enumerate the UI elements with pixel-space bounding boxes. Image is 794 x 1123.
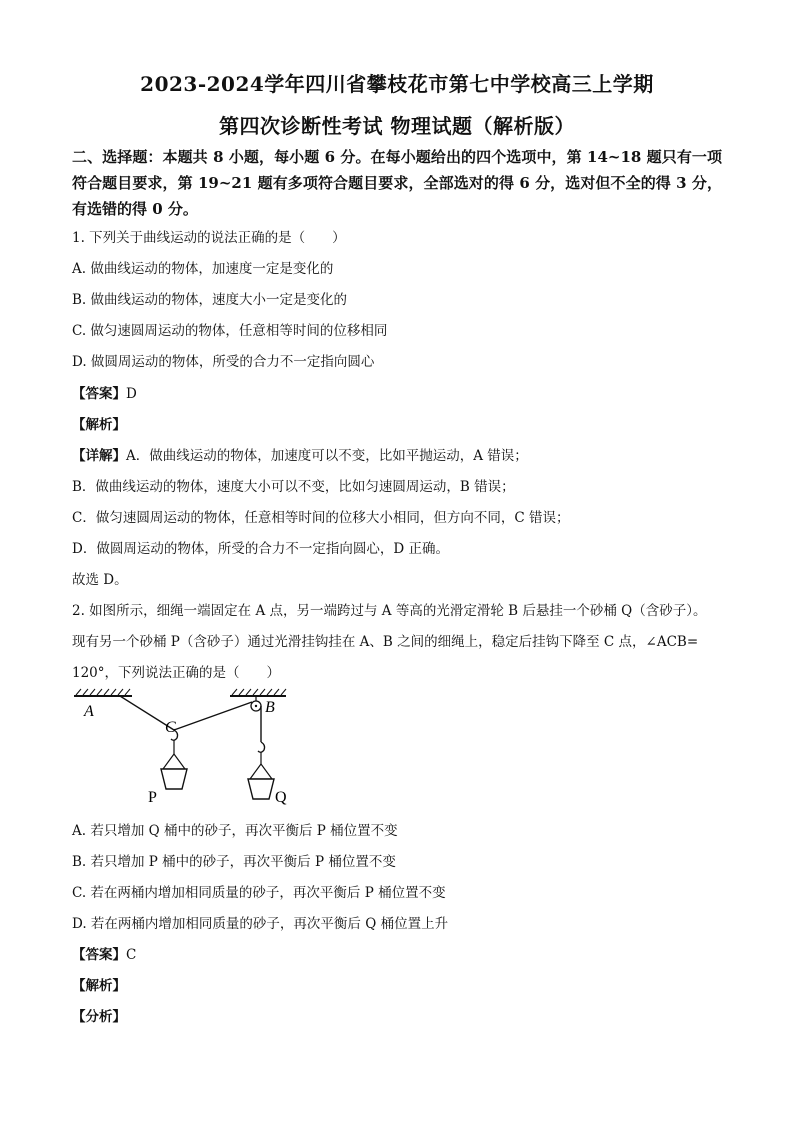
label-c: C <box>165 719 176 736</box>
ceiling-b-hatch <box>232 689 286 695</box>
q1-answer-tag: 【答案】 <box>72 386 126 402</box>
q1-conclusion: 故选 D。 <box>72 572 128 588</box>
ceiling-a-hatch <box>76 689 130 695</box>
q1-option-c: C. 做匀速圆周运动的物体，任意相等时间的位移相同 <box>72 323 388 339</box>
q2-option-b: B. 若只增加 P 桶中的砂子，再次平衡后 P 桶位置不变 <box>72 854 396 870</box>
q1-option-a: A. 做曲线运动的物体，加速度一定是变化的 <box>72 261 334 277</box>
q2-stem-line-2: 现有另一个砂桶 P（含砂子）通过光滑挂钩挂在 A、B 之间的细绳上，稳定后挂钩下降至 C 点，∠ACB= <box>72 634 699 650</box>
q1-stem: 1. 下列关于曲线运动的说法正确的是（ ） <box>72 230 346 246</box>
q1-detail-tag: 【详解】 <box>72 448 126 464</box>
q2-option-c: C. 若在两桶内增加相同质量的砂子，再次平衡后 P 桶位置不变 <box>72 885 446 901</box>
pulley-axle <box>255 705 257 707</box>
q1-detail-line-4: D．做圆周运动的物体，所受的合力不一定指向圆心，D 正确。 <box>72 541 449 557</box>
label-b: B <box>265 699 275 716</box>
q1-analysis-tag: 【解析】 <box>72 417 126 433</box>
section-header: 二、选择题：本题共 8 小题，每小题 6 分。在每小题给出的四个选项中，第 14~18 题只有一项符合题目要求，第 19~21 题有多项符合题目要求，全部选对的得 6 分，选对但不全的得 3 分，有选错的得 0 分。 <box>72 148 722 218</box>
q2-option-a: A. 若只增加 Q 桶中的砂子，再次平衡后 P 桶位置不变 <box>72 823 398 839</box>
q1-detail-text-1: A．做曲线运动的物体，加速度可以不变，比如平抛运动，A 错误； <box>126 448 528 464</box>
document-title-line-1: 2023-2024学年四川省攀枝花市第七中学校高三上学期 <box>140 72 654 96</box>
q2-answer-tag: 【答案】 <box>72 947 126 963</box>
q1-answer <box>72 382 137 402</box>
q1-option-b: B. 做曲线运动的物体，速度大小一定是变化的 <box>72 292 348 308</box>
q2-option-d: D. 若在两桶内增加相同质量的砂子，再次平衡后 Q 桶位置上升 <box>72 916 449 932</box>
document-title-line-2: 第四次诊断性考试 物理试题（解析版） <box>219 114 575 138</box>
hook-q <box>258 742 265 752</box>
q2-answer-value: C <box>126 947 137 963</box>
q1-option-d: D. 做圆周运动的物体，所受的合力不一定指向圆心 <box>72 354 375 370</box>
bucket-q <box>248 779 274 799</box>
bucket-p <box>161 769 187 789</box>
bucket-q-bail <box>250 764 272 779</box>
label-a: A <box>84 703 94 720</box>
label-p: P <box>148 789 157 806</box>
q1-detail-line-2: B．做曲线运动的物体，速度大小可以不变，比如匀速圆周运动，B 错误； <box>72 479 515 495</box>
rope-cb <box>174 702 252 730</box>
label-q: Q <box>275 789 287 806</box>
q2-analysis-tag: 【解析】 <box>72 978 126 994</box>
q1-answer-value: D <box>126 386 137 402</box>
q1-detail-line-3: C．做匀速圆周运动的物体，任意相等时间的位移大小相同，但方向不同，C 错误； <box>72 510 570 526</box>
pulley-diagram <box>68 684 300 810</box>
q2-answer <box>72 943 136 963</box>
q2-stem-line-1: 2. 如图所示，细绳一端固定在 A 点，另一端跨过与 A 等高的光滑定滑轮 B 后悬挂一个砂桶 Q（含砂子）。 <box>72 603 707 619</box>
q2-stem-line-3: 120°，下列说法正确的是（ ） <box>72 665 281 681</box>
q1-detail-line-1 <box>72 444 528 464</box>
q2-fenxi-tag: 【分析】 <box>72 1009 126 1025</box>
bucket-p-bail <box>163 754 185 769</box>
